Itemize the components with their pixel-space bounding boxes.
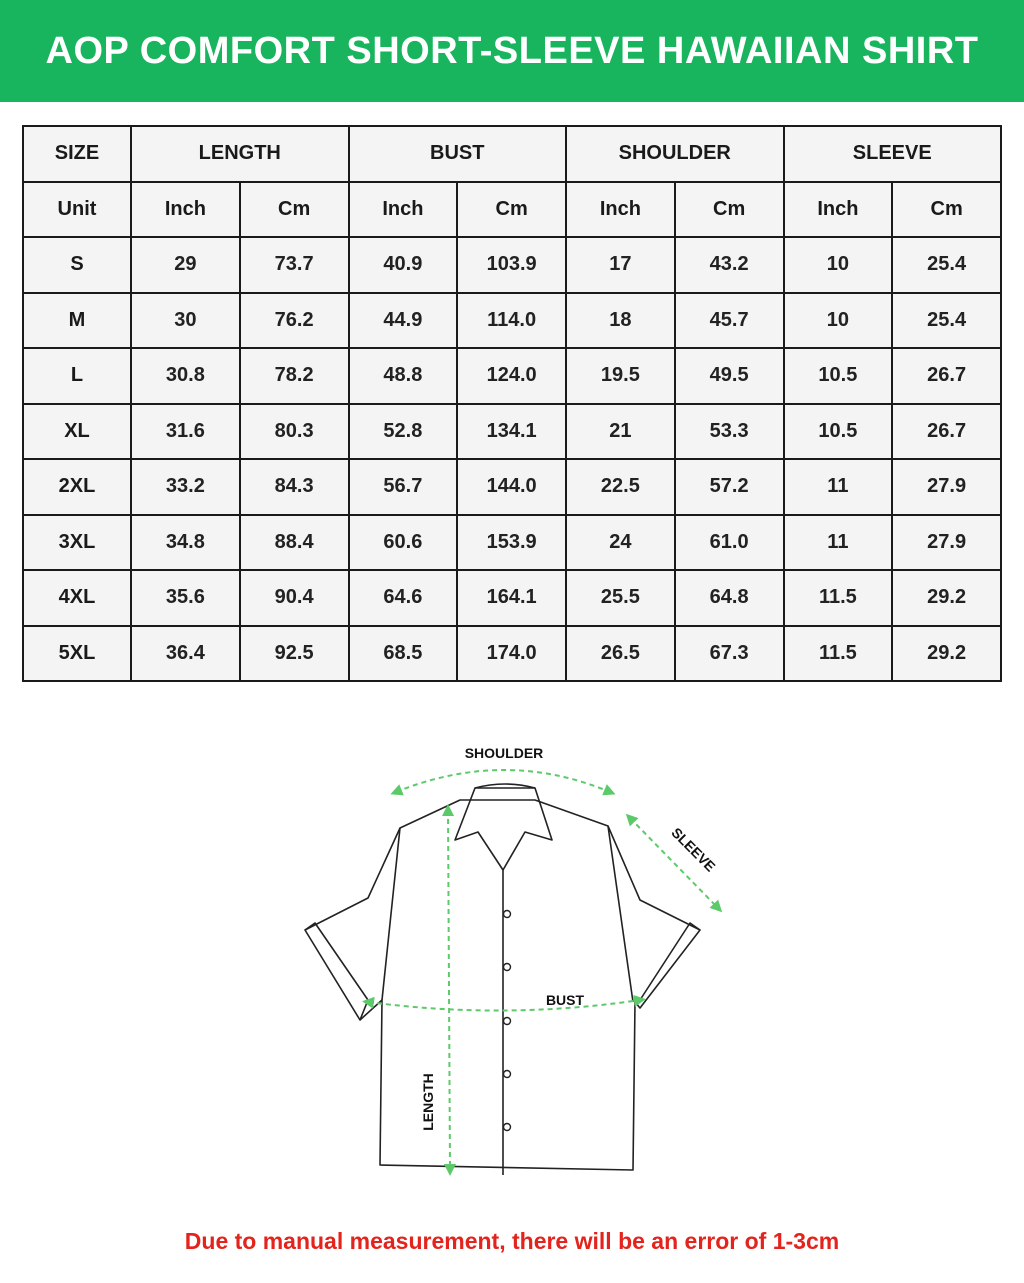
title-banner <box>0 0 1024 102</box>
measurement-cell: 22.5 <box>567 460 674 514</box>
size-cell: 2XL <box>24 460 130 514</box>
size-row <box>24 294 1000 348</box>
measurement-cell: 153.9 <box>458 516 565 570</box>
size-row <box>24 405 1000 459</box>
measurement-cell: 174.0 <box>458 627 565 681</box>
shoulder-header: SHOULDER <box>567 127 783 181</box>
measurement-cell: 67.3 <box>676 627 783 681</box>
page-title: AOP COMFORT SHORT-SLEEVE HAWAIIAN SHIRT <box>45 29 979 72</box>
measurement-cell: 21 <box>567 405 674 459</box>
size-cell: S <box>24 238 130 292</box>
measurement-cell: 11.5 <box>785 627 892 681</box>
measurement-cell: 92.5 <box>241 627 348 681</box>
bust-measure-line <box>368 1000 640 1011</box>
measurement-cell: 31.6 <box>132 405 239 459</box>
size-row <box>24 349 1000 403</box>
measurement-cell: 27.9 <box>893 460 1000 514</box>
unit-cell: Inch <box>567 183 674 237</box>
measurement-cell: 90.4 <box>241 571 348 625</box>
measurement-cell: 53.3 <box>676 405 783 459</box>
measurement-cell: 61.0 <box>676 516 783 570</box>
length-label: LENGTH <box>420 1073 436 1131</box>
shirt-outline <box>305 784 700 1175</box>
measurement-cell: 29.2 <box>893 571 1000 625</box>
measurement-cell: 33.2 <box>132 460 239 514</box>
measurement-cell: 44.9 <box>350 294 457 348</box>
measurement-cell: 26.7 <box>893 405 1000 459</box>
measurement-cell: 88.4 <box>241 516 348 570</box>
measurement-cell: 10.5 <box>785 349 892 403</box>
measurement-cell: 29 <box>132 238 239 292</box>
size-cell: 3XL <box>24 516 130 570</box>
measurement-cell: 26.5 <box>567 627 674 681</box>
size-header: SIZE <box>24 127 130 181</box>
measurement-cell: 30.8 <box>132 349 239 403</box>
shirt-diagram-svg <box>290 730 740 1190</box>
unit-cell: Cm <box>458 183 565 237</box>
measurement-cell: 25.4 <box>893 238 1000 292</box>
measurement-cell: 73.7 <box>241 238 348 292</box>
measurement-cell: 11 <box>785 516 892 570</box>
size-table <box>22 125 1002 682</box>
size-cell: 4XL <box>24 571 130 625</box>
measurement-cell: 114.0 <box>458 294 565 348</box>
measurement-cell: 84.3 <box>241 460 348 514</box>
measurement-cell: 45.7 <box>676 294 783 348</box>
sleeve-label: SLEEVE <box>668 824 719 875</box>
bust-label: BUST <box>545 992 585 1008</box>
measurement-cell: 10 <box>785 238 892 292</box>
measurement-cell: 25.5 <box>567 571 674 625</box>
size-cell: 5XL <box>24 627 130 681</box>
measurement-cell: 11 <box>785 460 892 514</box>
measurement-cell: 52.8 <box>350 405 457 459</box>
measurement-cell: 30 <box>132 294 239 348</box>
measurement-cell: 10 <box>785 294 892 348</box>
measurement-cell: 34.8 <box>132 516 239 570</box>
measurement-cell: 26.7 <box>893 349 1000 403</box>
measurement-cell: 48.8 <box>350 349 457 403</box>
measurement-cell: 35.6 <box>132 571 239 625</box>
size-chart <box>22 125 1002 682</box>
measurement-cell: 27.9 <box>893 516 1000 570</box>
size-row <box>24 571 1000 625</box>
length-measure-line <box>448 810 450 1170</box>
measurement-cell: 80.3 <box>241 405 348 459</box>
measurement-cell: 40.9 <box>350 238 457 292</box>
measurement-cell: 164.1 <box>458 571 565 625</box>
measurement-cell: 76.2 <box>241 294 348 348</box>
shoulder-label: SHOULDER <box>464 745 544 761</box>
sleeve-header: SLEEVE <box>785 127 1001 181</box>
unit-cell: Inch <box>132 183 239 237</box>
measurement-cell: 134.1 <box>458 405 565 459</box>
bust-header: BUST <box>350 127 566 181</box>
size-row <box>24 238 1000 292</box>
header-row <box>24 127 1000 181</box>
measurement-cell: 64.6 <box>350 571 457 625</box>
shirt-measurement-diagram <box>290 730 740 1190</box>
measurement-cell: 78.2 <box>241 349 348 403</box>
measurement-cell: 60.6 <box>350 516 457 570</box>
unit-cell: Cm <box>893 183 1000 237</box>
measurement-cell: 11.5 <box>785 571 892 625</box>
size-row <box>24 460 1000 514</box>
unit-label: Unit <box>24 183 130 237</box>
measurement-cell: 68.5 <box>350 627 457 681</box>
measurement-cell: 64.8 <box>676 571 783 625</box>
measurement-cell: 10.5 <box>785 405 892 459</box>
measurement-cell: 36.4 <box>132 627 239 681</box>
unit-cell: Cm <box>676 183 783 237</box>
size-row <box>24 516 1000 570</box>
measurement-cell: 19.5 <box>567 349 674 403</box>
measurement-cell: 25.4 <box>893 294 1000 348</box>
size-cell: L <box>24 349 130 403</box>
unit-cell: Inch <box>350 183 457 237</box>
size-cell: XL <box>24 405 130 459</box>
shirt-buttons <box>504 911 511 1131</box>
size-row <box>24 627 1000 681</box>
measurement-cell: 56.7 <box>350 460 457 514</box>
measurement-cell: 124.0 <box>458 349 565 403</box>
measurement-cell: 24 <box>567 516 674 570</box>
unit-cell: Inch <box>785 183 892 237</box>
measurement-cell: 18 <box>567 294 674 348</box>
measurement-disclaimer: Due to manual measurement, there will be an error of 1-3cm <box>184 1228 840 1254</box>
measurement-cell: 43.2 <box>676 238 783 292</box>
measurement-cell: 29.2 <box>893 627 1000 681</box>
measurement-cell: 57.2 <box>676 460 783 514</box>
unit-cell: Cm <box>241 183 348 237</box>
length-header: LENGTH <box>132 127 348 181</box>
measurement-cell: 103.9 <box>458 238 565 292</box>
unit-row <box>24 183 1000 237</box>
measurement-cell: 144.0 <box>458 460 565 514</box>
measurement-cell: 49.5 <box>676 349 783 403</box>
size-cell: M <box>24 294 130 348</box>
measurement-cell: 17 <box>567 238 674 292</box>
